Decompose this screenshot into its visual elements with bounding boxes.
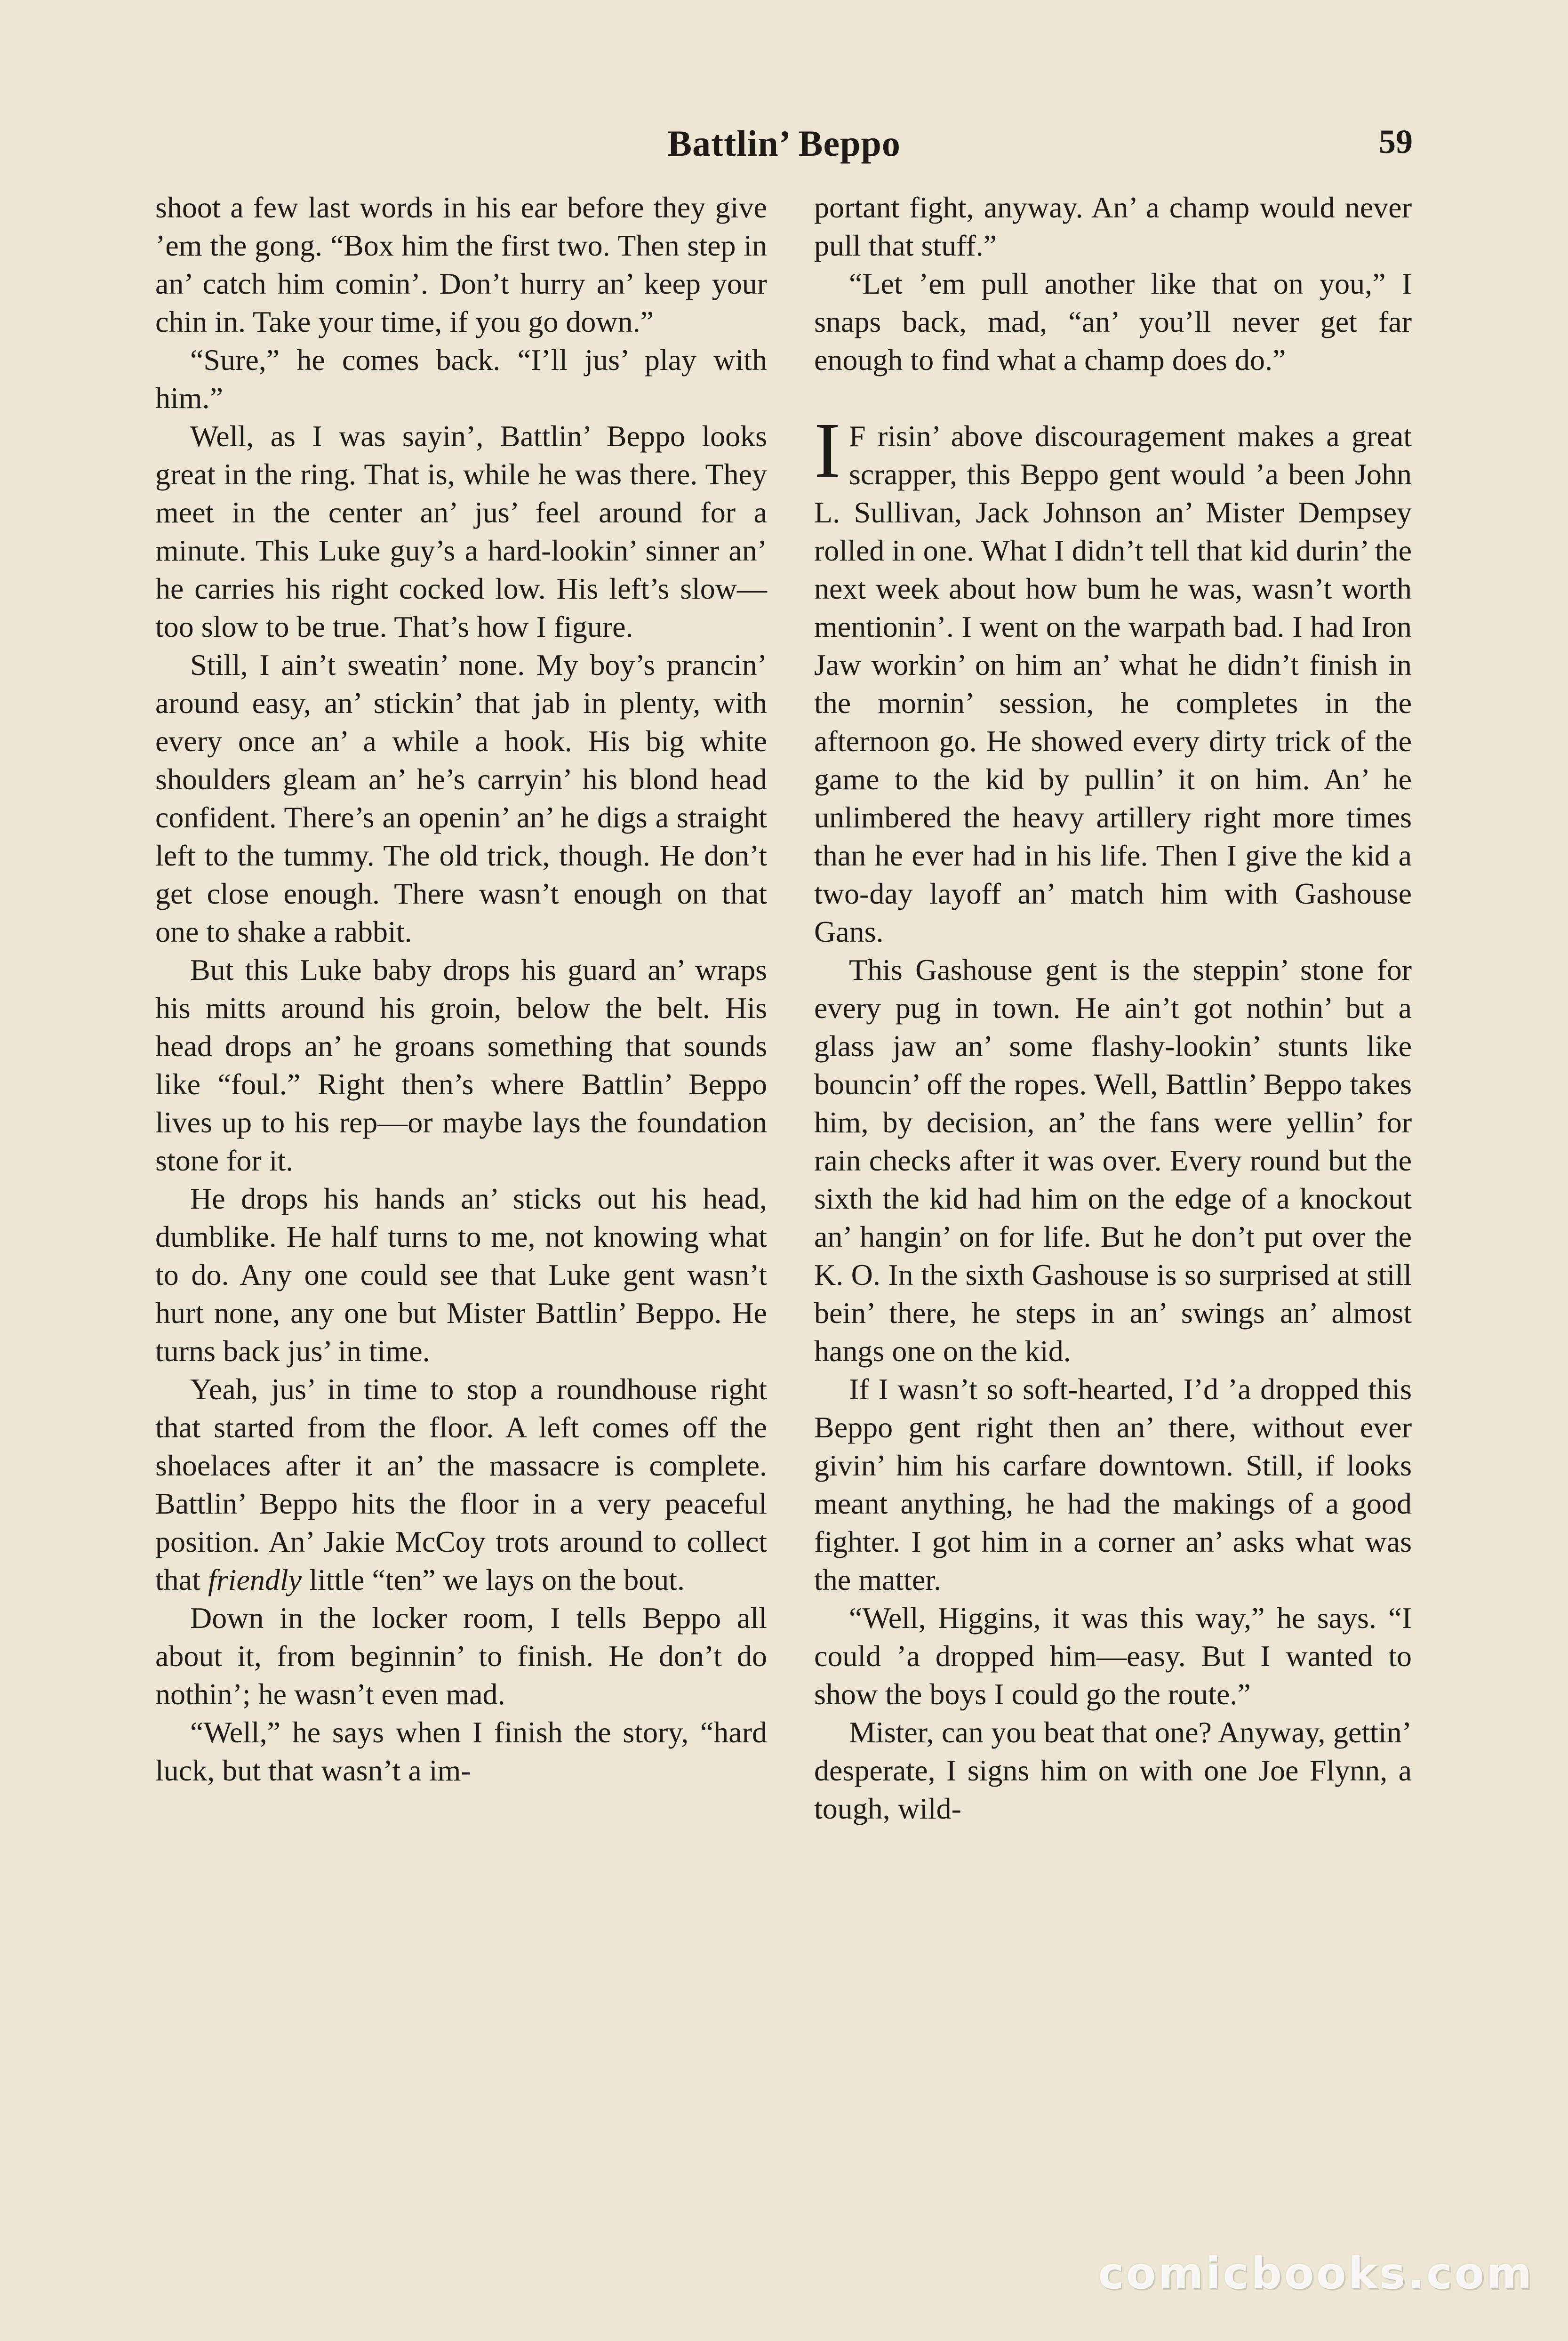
watermark-text: comicbooks.com xyxy=(1098,2248,1534,2299)
paragraph: shoot a few last words in his ear before they give ’em the gong. “Box him the first two. Then step in an’ catch him comin’. Don’t hurry an’ keep your chin in. Take your time, if you go down.” xyxy=(155,191,767,338)
paragraph: “Sure,” he comes back. “I’ll jus’ play with him.” xyxy=(155,343,767,415)
paragraph-text: Yeah, jus’ in time to stop a roundhouse right that started from the floor. A left comes off the shoelaces after it an’ the massacre is complete. Battlin’ Beppo hits the floor in a very peaceful position. An’ Jakie McCoy trots around to collect that xyxy=(155,1372,767,1596)
paragraph: Well, as I was sayin’, Battlin’ Beppo looks great in the ring. That is, while he was there. They meet in the center an’ jus’ feel around for a minute. This Luke guy’s a hard-lookin’ sinner an’ he carries his right cocked low. His left’s slow—too slow to be true. That’s how I figure. xyxy=(155,419,767,643)
paragraph: Down in the locker room, I tells Beppo all about it, from beginnin’ to finish. He don’t do nothin’; he wasn’t even mad. xyxy=(155,1601,767,1711)
section-opening-paragraph xyxy=(814,407,1412,951)
paragraph: Still, I ain’t sweatin’ none. My boy’s prancin’ around easy, an’ stickin’ that jab in plenty, with every once an’ a while a hook. His big white shoulders gleam an’ he’s carryin’ his blond head confident. There’s an openin’ an’ he digs a straight left to the tummy. The old trick, though. He don’t get close enough. There wasn’t enough on that one to shake a rabbit. xyxy=(155,648,767,948)
paragraph: “Well,” he says when I finish the story, “hard luck, but that wasn’t a im- xyxy=(155,1716,767,1787)
paragraph: “Let ’em pull another like that on you,” I snaps back, mad, “an’ you’ll never get far enough to find what a champ does do.” xyxy=(814,267,1412,377)
paragraph-with-italic xyxy=(155,1370,767,1599)
paragraph: portant fight, anyway. An’ a champ would never pull that stuff.” xyxy=(814,191,1412,262)
paragraph: This Gashouse gent is the steppin’ stone for every pug in town. He ain’t got nothin’ but a glass jaw an’ some flashy-lookin’ stunts like bouncin’ off the ropes. Well, Battlin’ Beppo takes him, by decision, an’ the fans were yellin’ for rain checks after it was over. Every round but the sixth the kid had him on the edge of a knockout an’ hangin’ on for life. But he don’t put over the K. O. In the sixth Gashouse is so surprised at still bein’ there, he steps in an’ swings an’ almost hangs one on the kid. xyxy=(814,953,1412,1368)
running-title: Battlin’ Beppo xyxy=(667,123,901,164)
paragraph: But this Luke baby drops his guard an’ wraps his mitts around his groin, below the belt. His head drops an’ he groans something that sounds like “foul.” Right then’s where Battlin’ Beppo lives up to his rep—or maybe lays the foundation stone for it. xyxy=(155,953,767,1177)
paragraph: “Well, Higgins, it was this way,” he says. “I could ’a dropped him—easy. But I wanted to show the boys I could go the route.” xyxy=(814,1601,1412,1711)
left-column xyxy=(155,188,767,1789)
text-columns xyxy=(155,188,1413,1828)
page-header xyxy=(155,118,1413,188)
paragraph-text: F risin’ above discouragement makes a great scrapper, this Beppo gent would ’a been John L. Sullivan, Jack Johnson an’ Mister Dempsey rolled in one. What I didn’t tell that kid durin’ the next week about how bum he was, wasn’t worth mentionin’. I went on the warpath bad. I had Iron Jaw workin’ on him an’ what he didn’t finish in the mornin’ session, he completes in the afternoon go. He showed every dirty trick of the game to the kid by pullin’ it on him. An’ he unlimbered the heavy artillery right more times than he ever had in his life. Then I give the kid a two-day layoff an’ match him with Gashouse Gans. xyxy=(814,419,1412,948)
paragraph: He drops his hands an’ sticks out his head, dumblike. He half turns to me, not knowing what to do. Any one could see that Luke gent wasn’t hurt none, any one but Mister Battlin’ Beppo. He turns back jus’ in time. xyxy=(155,1182,767,1368)
right-column xyxy=(814,188,1412,1828)
paragraph-text: little “ten” we lays on the bout. xyxy=(309,1563,685,1596)
drop-cap-letter: I xyxy=(814,407,840,494)
paragraph: Mister, can you beat that one? Anyway, gettin’ desperate, I signs him on with one Joe Flynn, a tough, wild- xyxy=(814,1716,1412,1825)
italic-word: friendly xyxy=(208,1563,302,1596)
page-number: 59 xyxy=(1379,123,1413,160)
paragraph: If I wasn’t so soft-hearted, I’d ’a dropped this Beppo gent right then an’ there, without ever givin’ him his carfare downtown. Still, if looks meant anything, he had the makings of a good fighter. I got him in a corner an’ asks what was the matter. xyxy=(814,1372,1412,1596)
